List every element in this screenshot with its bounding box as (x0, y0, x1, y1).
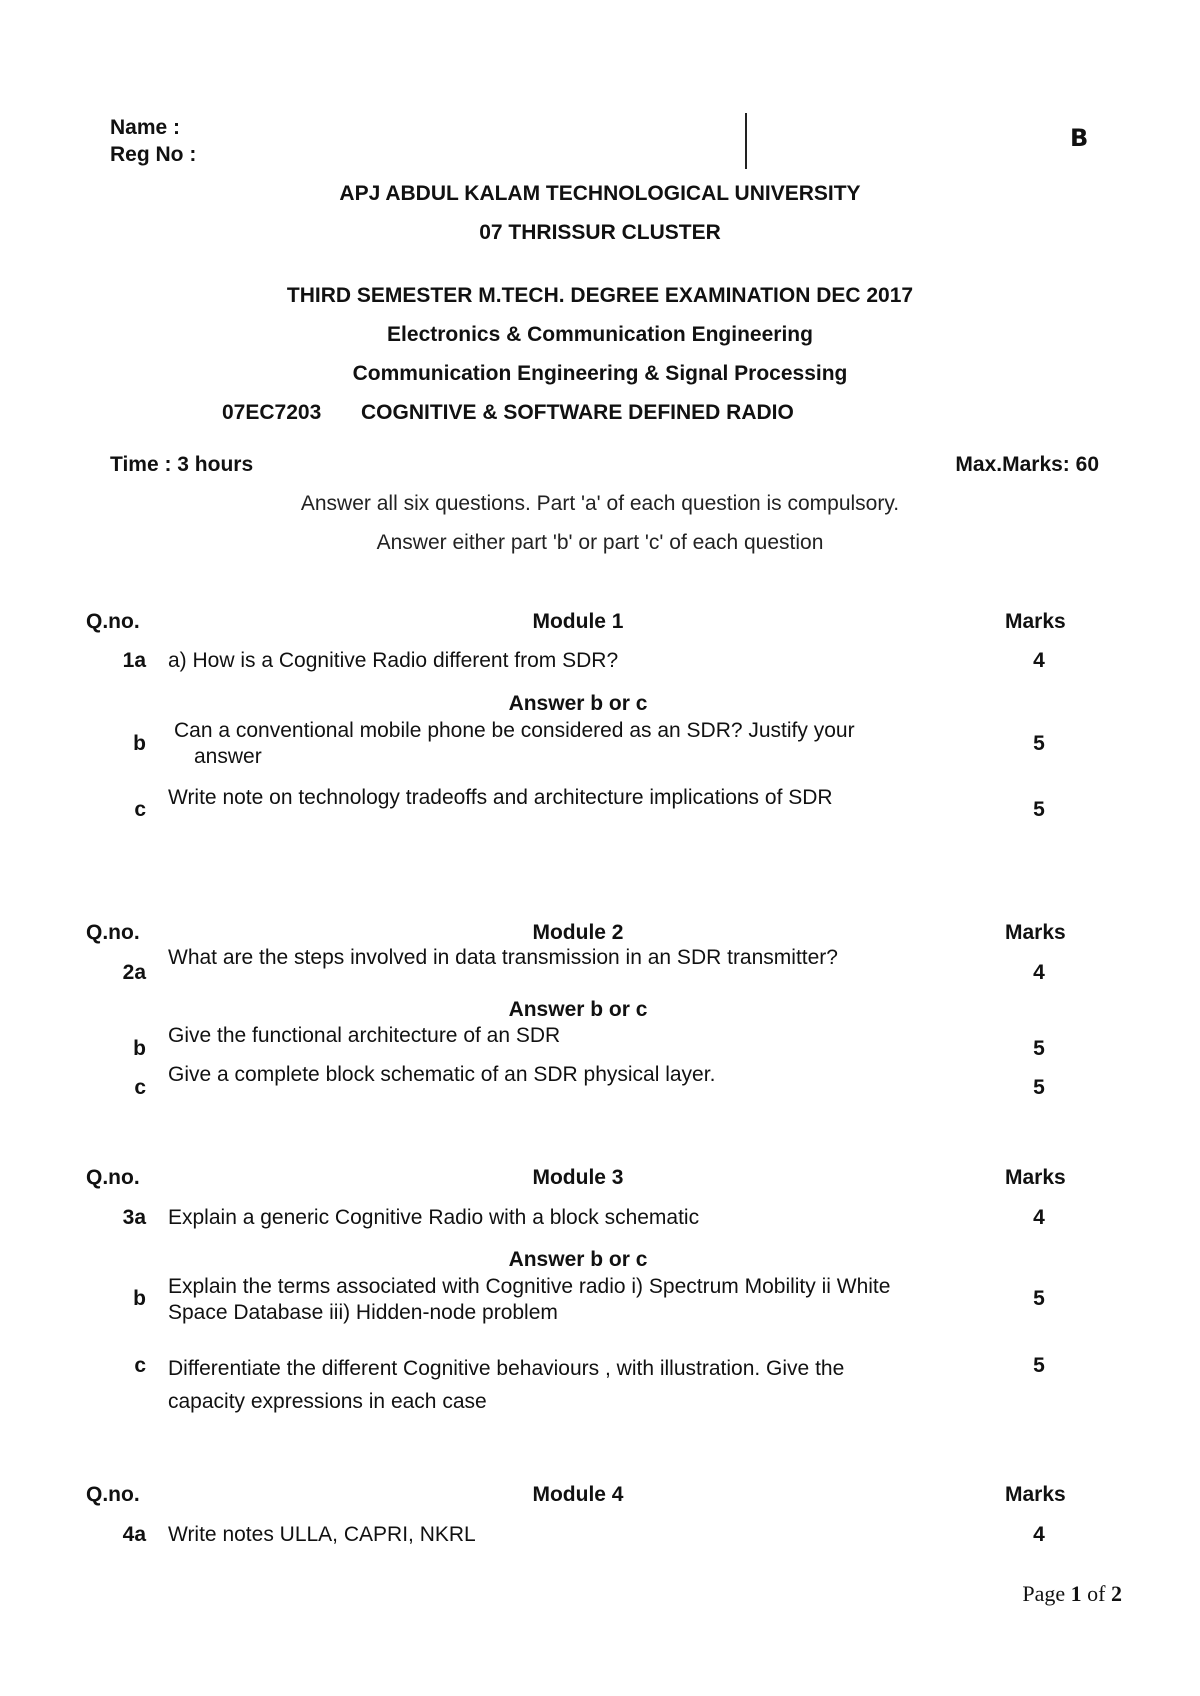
instruction-line-2: Answer either part 'b' or part 'c' of each question (376, 531, 824, 554)
question-text: Explain a generic Cognitive Radio with a block schematic (168, 1206, 700, 1229)
page-word: Page (1022, 1581, 1066, 1606)
stream-name: Communication Engineering & Signal Processing (352, 362, 848, 385)
question-text: Give a complete block schematic of an SDR physical layer. (168, 1063, 716, 1086)
instruction-line-1: Answer all six questions. Part 'a' of each question is compulsory. (300, 492, 900, 515)
answer-b-or-c: Answer b or c (508, 692, 648, 715)
qno-header: Q.no. (86, 1166, 140, 1189)
question-marks: 5 (1033, 1354, 1045, 1377)
question-text: a) How is a Cognitive Radio different from SDR? (168, 649, 619, 672)
module-title: Module 3 (532, 1166, 624, 1189)
question-text: Write notes ULLA, CAPRI, NKRL (168, 1523, 476, 1546)
question-label: c (134, 1076, 146, 1099)
marks-header: Marks (1005, 1483, 1066, 1506)
question-marks: 5 (1033, 1287, 1045, 1310)
question-text-line: Can a conventional mobile phone be considered as an SDR? Justify your (174, 719, 855, 742)
question-marks: 4 (1033, 1523, 1045, 1546)
question-label: b (133, 732, 146, 755)
question-text: Give the functional architecture of an SDR (168, 1024, 561, 1047)
question-text-line: Explain the terms associated with Cognitive radio i) Spectrum Mobility ii White (168, 1275, 891, 1298)
question-label: b (133, 1037, 146, 1060)
question-text (168, 1352, 988, 1418)
page-number: 1 (1070, 1581, 1082, 1606)
question-label: 1a (122, 649, 146, 672)
marks-header: Marks (1005, 610, 1066, 633)
question-marks: 5 (1033, 798, 1045, 821)
question-text-line: capacity expressions in each case (168, 1390, 487, 1413)
question-marks: 5 (1033, 1037, 1045, 1060)
of-word: of (1087, 1581, 1106, 1606)
question-marks: 5 (1033, 732, 1045, 755)
header-divider (745, 113, 747, 169)
question-marks: 5 (1033, 1076, 1045, 1099)
answer-b-or-c: Answer b or c (508, 1248, 648, 1271)
qno-header: Q.no. (86, 1483, 140, 1506)
question-marks: 4 (1033, 1206, 1045, 1229)
question-text (174, 718, 986, 770)
module-title: Module 1 (532, 610, 624, 633)
qno-header: Q.no. (86, 610, 140, 633)
exam-title: THIRD SEMESTER M.TECH. DEGREE EXAMINATION DEC 2017 (286, 284, 914, 307)
set-code: B (1070, 124, 1089, 152)
question-text-line: Space Database iii) Hidden-node problem (168, 1301, 558, 1324)
exam-time: Time : 3 hours (110, 453, 254, 476)
page-total: 2 (1111, 1581, 1122, 1606)
regno-label: Reg No : (110, 143, 197, 166)
question-marks: 4 (1033, 649, 1045, 672)
branch-name: Electronics & Communication Engineering (387, 323, 813, 346)
university-name: APJ ABDUL KALAM TECHNOLOGICAL UNIVERSITY (339, 182, 861, 205)
module-title: Module 4 (532, 1483, 624, 1506)
qno-header: Q.no. (86, 921, 140, 944)
question-marks: 4 (1033, 961, 1045, 984)
question-label: 4a (122, 1523, 146, 1546)
max-marks: Max.Marks: 60 (955, 453, 1099, 476)
question-label: c (134, 798, 146, 821)
marks-header: Marks (1005, 1166, 1066, 1189)
name-label: Name : (110, 116, 181, 139)
question-text-line: Differentiate the different Cognitive behaviours , with illustration. Give the (168, 1357, 845, 1380)
question-label: c (134, 1354, 146, 1377)
question-label: 2a (122, 961, 146, 984)
answer-b-or-c: Answer b or c (508, 998, 648, 1021)
marks-header: Marks (1005, 921, 1066, 944)
course-code: 07EC7203 (222, 401, 322, 424)
question-text (168, 1274, 988, 1326)
page-footer (1022, 1581, 1122, 1607)
question-label: 3a (122, 1206, 146, 1229)
question-text: What are the steps involved in data transmission in an SDR transmitter? (168, 946, 838, 969)
module-title: Module 2 (532, 921, 624, 944)
question-text-line: answer (194, 745, 262, 768)
question-label: b (133, 1287, 146, 1310)
question-text: Write note on technology tradeoffs and architecture implications of SDR (168, 786, 833, 809)
course-name: COGNITIVE & SOFTWARE DEFINED RADIO (361, 401, 794, 424)
cluster-name: 07 THRISSUR CLUSTER (479, 221, 721, 244)
